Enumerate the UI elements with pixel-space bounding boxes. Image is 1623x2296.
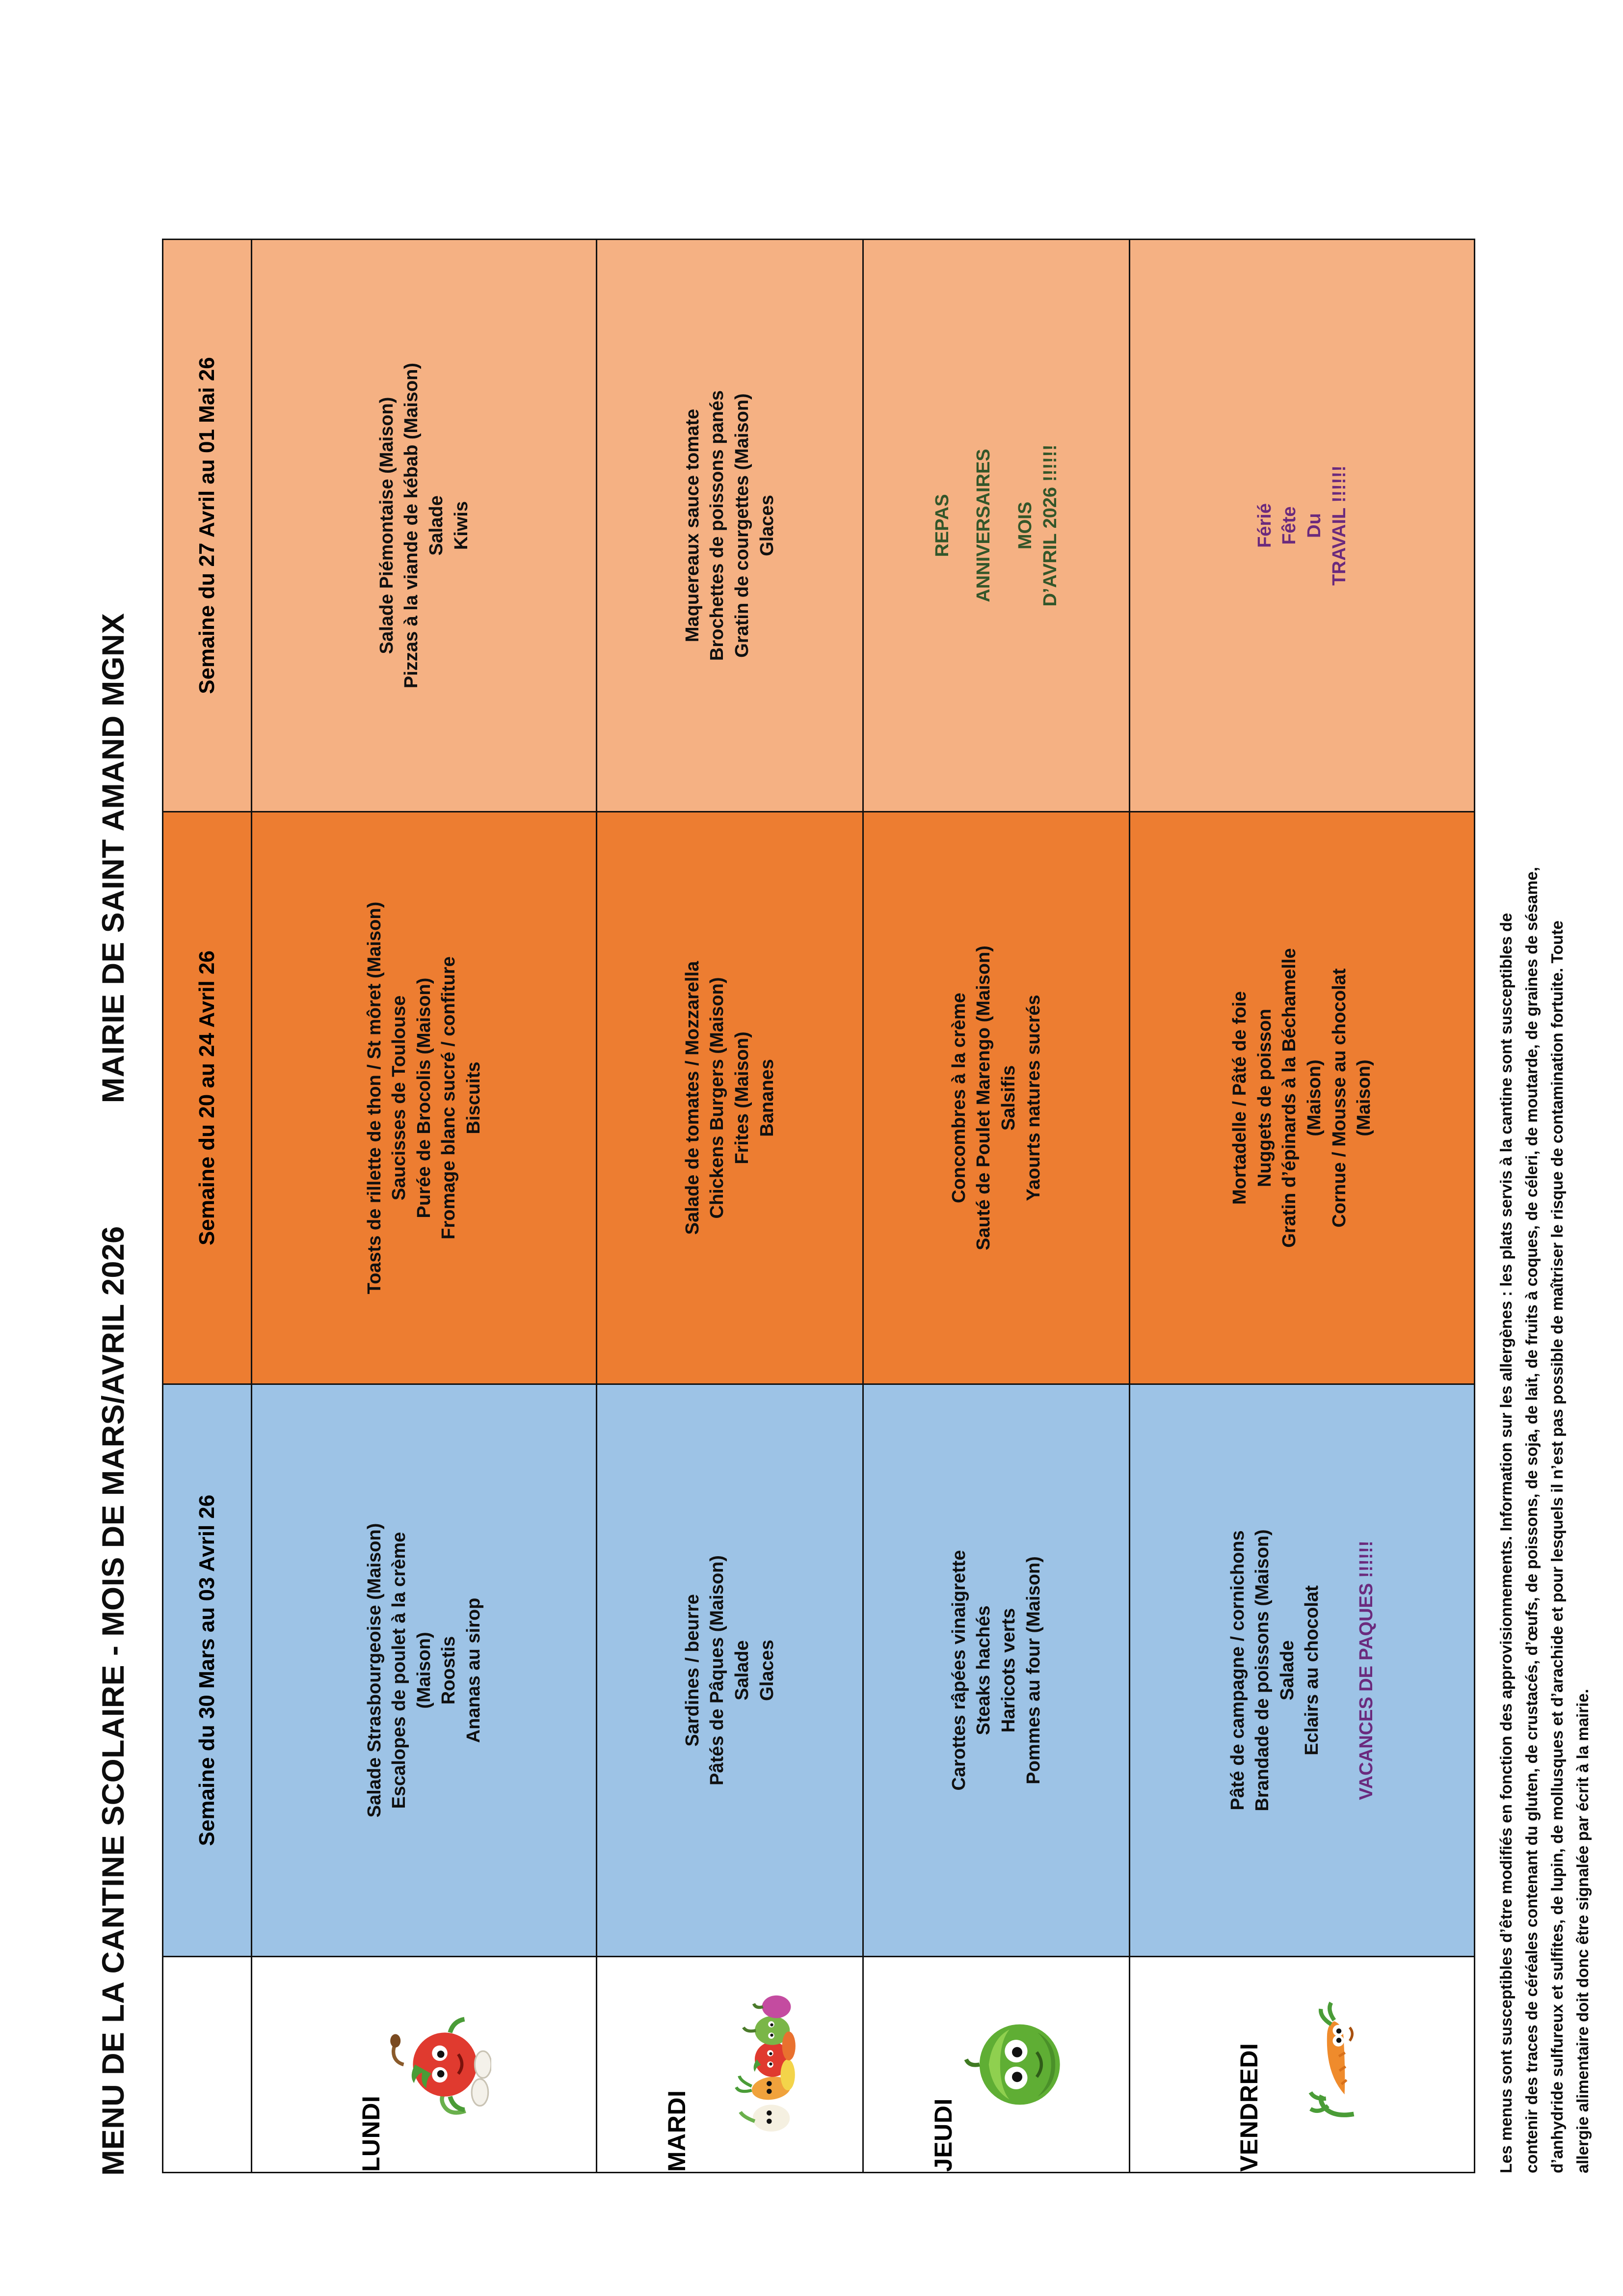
day-cell-lundi xyxy=(252,1957,597,2173)
disclaimer-line-1: Les menus sont susceptibles d’être modifiés en fonction des approvisionnements. Information sur les allergènes : les plats servis à la cantine sont susceptibles de xyxy=(1497,913,1515,2173)
menu-item: Brochettes de poissons panés xyxy=(707,390,728,661)
day-label-jeudi: JEUDI xyxy=(930,2098,957,2172)
menu-item: Glaces xyxy=(756,1640,777,1701)
menu-item: Pizzas à la viande de kébab (Maison) xyxy=(401,362,422,689)
week3-label-line2: 27 Avril au 01 Mai 26 xyxy=(194,357,219,567)
table-row-jeudi xyxy=(863,240,1130,2173)
menu-item: Salade de tomates / Mozzarella xyxy=(682,961,703,1235)
menu-item: Chickens Burgers (Maison) xyxy=(707,977,728,1219)
table-row-mardi xyxy=(597,240,863,2173)
holiday-note: VACANCES DE PAQUES !!!!!! xyxy=(1356,1540,1377,1800)
menu-item: Pâté de campagne / cornichons xyxy=(1227,1530,1248,1810)
week-header-2 xyxy=(163,812,252,1384)
menu-item: Salade Strasbourgeoise (Maison) xyxy=(364,1523,385,1818)
menu-item: (Maison) xyxy=(413,1632,434,1709)
menu-cell-lundi-week3 xyxy=(252,240,597,812)
disclaimer-line-3: d’anhydride sulfureux et sulfites, de lupin, de mollusques et d’arachide et pour lesquels il n’est pas possible de maîtriser le risque de contamination fortuite. Toute xyxy=(1547,920,1566,2173)
menu-cell-lundi-week1 xyxy=(252,1384,597,1957)
day-label-mardi: MARDI xyxy=(663,2090,691,2172)
menu-table xyxy=(162,239,1475,2173)
day-label-vendredi: VENDREDI xyxy=(1235,2043,1263,2172)
disclaimer-line-4: allergie alimentaire doit donc être signalée par écrit à la mairie. xyxy=(1573,1689,1592,2173)
tomato-mascot-image xyxy=(388,1957,491,2172)
menu-item: Yaourts natures sucrés xyxy=(1023,995,1044,1201)
menu-item: Purée de Brocolis (Maison) xyxy=(413,977,434,1218)
menu-item: Glaces xyxy=(756,495,777,556)
week-header-3 xyxy=(163,240,252,812)
day-cell-vendredi xyxy=(1130,1957,1475,2173)
vegetables-mascots-image xyxy=(694,1957,797,2172)
disclaimer-line-2: contenir des traces de céréales contenant du gluten, de crustacés, d’œufs, de poissons, de soja, de lait, de fruits à coques, de céleri, de moutarde, de graines de sésame, xyxy=(1522,866,1541,2173)
holiday-note: Férié xyxy=(1254,503,1275,548)
spacer xyxy=(1325,1385,1354,1956)
menu-item: Pommes au four (Maison) xyxy=(1023,1556,1044,1784)
table-header-row xyxy=(163,240,252,2173)
menu-item: Salade xyxy=(732,1640,752,1701)
menu-cell-jeudi-week3 xyxy=(863,240,1130,812)
menu-item: Eclairs au chocolat xyxy=(1302,1585,1323,1756)
special-note: D’AVRIL 2026 !!!!!! xyxy=(1039,444,1061,607)
menu-item: Bananes xyxy=(756,1059,777,1137)
special-note: REPAS xyxy=(931,494,953,557)
menu-item: Sardines / beurre xyxy=(682,1594,703,1747)
week1-label-line1: Semaine du xyxy=(194,1725,219,1846)
menu-item: Salade Piémontaise (Maison) xyxy=(376,397,397,654)
menu-item: Toasts de rillette de thon / St môret (Maison) xyxy=(364,901,385,1295)
menu-item: Concombres à la crème xyxy=(948,993,969,1203)
lettuce-mascot-image xyxy=(960,1957,1064,2172)
week2-label-line1: Semaine du xyxy=(194,1124,219,1245)
menu-item: Escalopes de poulet à la crème xyxy=(389,1532,410,1809)
menu-item: Nuggets de poisson xyxy=(1254,1008,1275,1188)
table-row-lundi xyxy=(252,240,597,2173)
menu-item: Salade xyxy=(426,495,447,556)
corner-cell xyxy=(163,1957,252,2173)
menu-item: Gratin d’épinards à la Béchamelle xyxy=(1279,948,1300,1248)
menu-cell-jeudi-week1 xyxy=(863,1384,1130,1957)
menu-cell-jeudi-week2 xyxy=(863,812,1130,1384)
menu-item: Frites (Maison) xyxy=(732,1031,752,1164)
allergen-disclaimer xyxy=(1494,239,1596,2173)
menu-cell-lundi-week2 xyxy=(252,812,597,1384)
holiday-note: Fête xyxy=(1279,506,1300,545)
holiday-note: Du xyxy=(1304,513,1325,538)
menu-item: Roostis xyxy=(438,1636,459,1705)
week1-label-line2: 30 Mars au 03 Avril 26 xyxy=(194,1494,219,1719)
spacer xyxy=(996,240,1013,811)
menu-item: Gratin de courgettes (Maison) xyxy=(732,393,752,658)
menu-item: Steaks hachés xyxy=(973,1605,994,1735)
week-header-1 xyxy=(163,1384,252,1957)
menu-item: (Maison) xyxy=(1304,1059,1325,1136)
menu-cell-vendredi-week2 xyxy=(1130,812,1475,1384)
menu-item: Salsifis xyxy=(998,1065,1019,1131)
menu-item: Brandade de poissons (Maison) xyxy=(1252,1529,1273,1811)
menu-cell-vendredi-week3 xyxy=(1130,240,1475,812)
week2-label-line2: 20 au 24 Avril 26 xyxy=(194,950,219,1118)
week3-label-line1: Semaine du xyxy=(194,572,219,694)
menu-item: Haricots verts xyxy=(998,1608,1019,1733)
menu-item: Pâtés de Pâques (Maison) xyxy=(707,1555,728,1785)
menu-item: (Maison) xyxy=(1354,1059,1375,1136)
menu-item: Carottes râpées vinaigrette xyxy=(948,1550,969,1791)
day-label-lundi: LUNDI xyxy=(357,2095,385,2172)
menu-item: Saucisses de Toulouse xyxy=(389,995,410,1201)
menu-item: Salade xyxy=(1277,1640,1298,1701)
menu-cell-mardi-week1 xyxy=(597,1384,863,1957)
day-cell-jeudi xyxy=(863,1957,1130,2173)
menu-item: Maquereaux sauce tomate xyxy=(682,408,703,643)
menu-item: Cornue / Mousse au chocolat xyxy=(1329,968,1350,1228)
menu-item: Sauté de Poulet Marengo (Maison) xyxy=(973,945,994,1250)
menu-cell-mardi-week3 xyxy=(597,240,863,812)
menu-item: Fromage blanc sucré / confiture xyxy=(438,956,459,1240)
menu-item: Biscuits xyxy=(463,1061,484,1134)
menu-item: Mortadelle / Pâté de foie xyxy=(1229,991,1251,1205)
special-note: MOIS xyxy=(1015,501,1036,550)
menu-cell-mardi-week2 xyxy=(597,812,863,1384)
table-row-vendredi xyxy=(1130,240,1475,2173)
spacer xyxy=(955,240,971,811)
page-header xyxy=(96,237,131,2176)
holiday-note: TRAVAIL !!!!!! xyxy=(1329,465,1350,586)
municipality-title: MAIRIE DE SAINT AMAND MGNX xyxy=(96,613,131,1104)
menu-cell-vendredi-week1 xyxy=(1130,1384,1475,1957)
page-title: MENU DE LA CANTINE SCOLAIRE - MOIS DE MARS/AVRIL 2026 xyxy=(96,1226,131,2176)
special-note: ANNIVERSAIRES xyxy=(973,449,994,602)
menu-item: Kiwis xyxy=(451,501,472,550)
menu-item: Ananas au sirop xyxy=(463,1597,484,1743)
day-cell-mardi xyxy=(597,1957,863,2173)
carrot-mascot-image xyxy=(1266,1957,1369,2172)
